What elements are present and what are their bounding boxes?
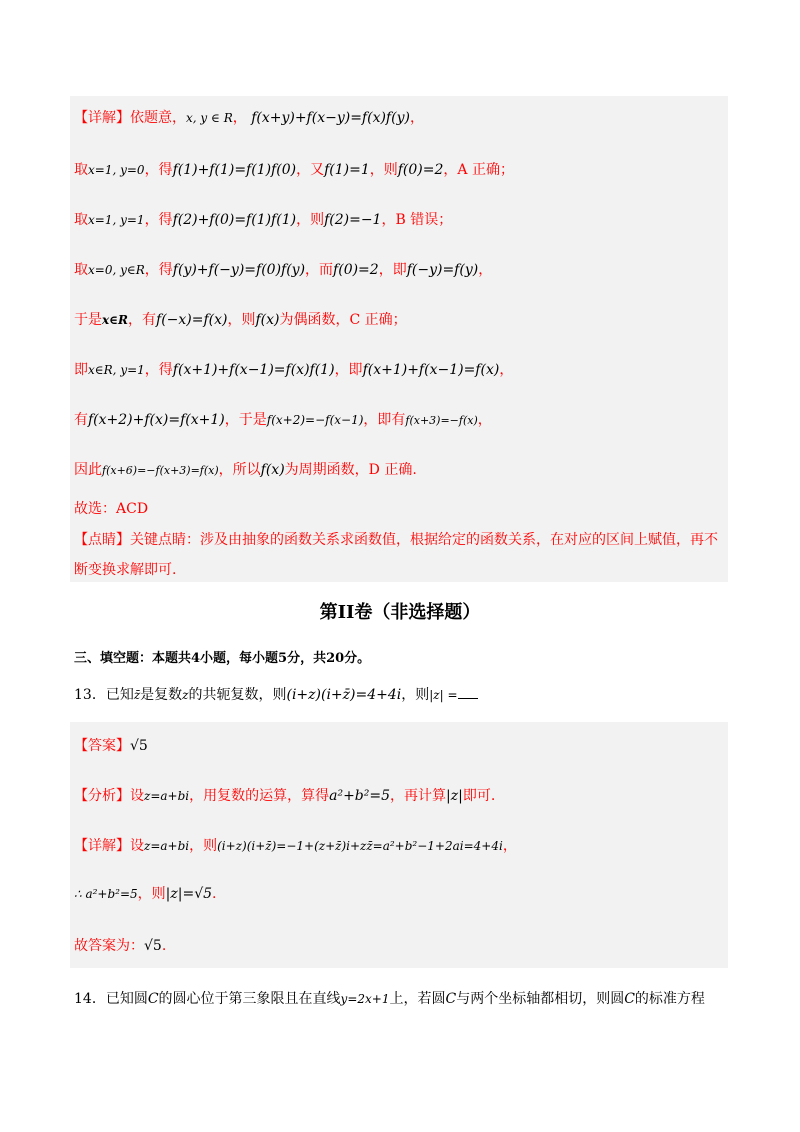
section-title: 第II卷（非选择题） <box>319 602 481 623</box>
solution-line-1: 【详解】依题意，x, y ∈ R， f(x+y)+f(x−y)=f(x)f(y)， <box>74 110 424 126</box>
solution-line-6: 即x∈R, y=1，得f(x+1)+f(x−1)=f(x)f(1)，即f(x+1)+f(x−1)=f(x)， <box>74 362 514 378</box>
q13-detail: 【详解】设z=a+bi，则(i+z)(i+z̄)=−1+(z+z̄)i+zz̄=a²+b²−1+2ai=4+4i， <box>74 838 517 854</box>
solution-answer-line: 故选：ACD <box>74 501 149 517</box>
section-header: 三、填空题：本题共4小题，每小题5分，共20分。 <box>74 651 371 666</box>
question-14: 14．已知圆C的圆心位于第三象限且在直线y=2x+1上，若圆C与两个坐标轴都相切，则圆C的标准方程 <box>74 991 705 1007</box>
solution-line-3: 取x=1, y=1，得f(2)+f(0)=f(1)f(1)，则f(2)=−1，B 错误； <box>74 212 453 228</box>
q13-final-answer: 故答案为：√5. <box>74 938 167 954</box>
solution-line-7: 有f(x+2)+f(x)=f(x+1)，于是f(x+2)=−f(x−1)，即有f(x+3)=−f(x)， <box>74 412 492 428</box>
solution-line-4: 取x=0, y∈R，得f(y)+f(−y)=f(0)f(y)，而f(0)=2，即f(−y)=f(y)， <box>74 262 493 278</box>
solution-note: 【点睛】关键点睛：涉及由抽象的函数关系求函数值，根据给定的函数关系，在对应的区间上赋值，再不断变换求解即可. <box>74 532 718 578</box>
q13-answer: 【答案】√5 <box>74 738 148 754</box>
answer-blank[interactable] <box>458 686 478 699</box>
q13-conclusion: ∴ a²+b²=5，则|z|=√5. <box>74 886 217 902</box>
solution-line-2: 取x=1, y=0，得f(1)+f(1)=f(1)f(0)，又f(1)=1，则f(0)=2，A 正确； <box>74 162 514 178</box>
q13-analysis: 【分析】设z=a+bi，用复数的运算，算得a²+b²=5，再计算|z|即可. <box>74 788 496 804</box>
solution-line-8: 因此f(x+6)=−f(x+3)=f(x)，所以f(x)为周期函数，D 正确. <box>74 462 417 478</box>
solution-line-5: 于是x∈R，有f(−x)=f(x)，则f(x)为偶函数，C 正确； <box>74 312 407 328</box>
question-13: 13．已知z̄是复数z的共轭复数，则(i+z)(i+z̄)=4+4i，则|z| = <box>74 684 478 704</box>
